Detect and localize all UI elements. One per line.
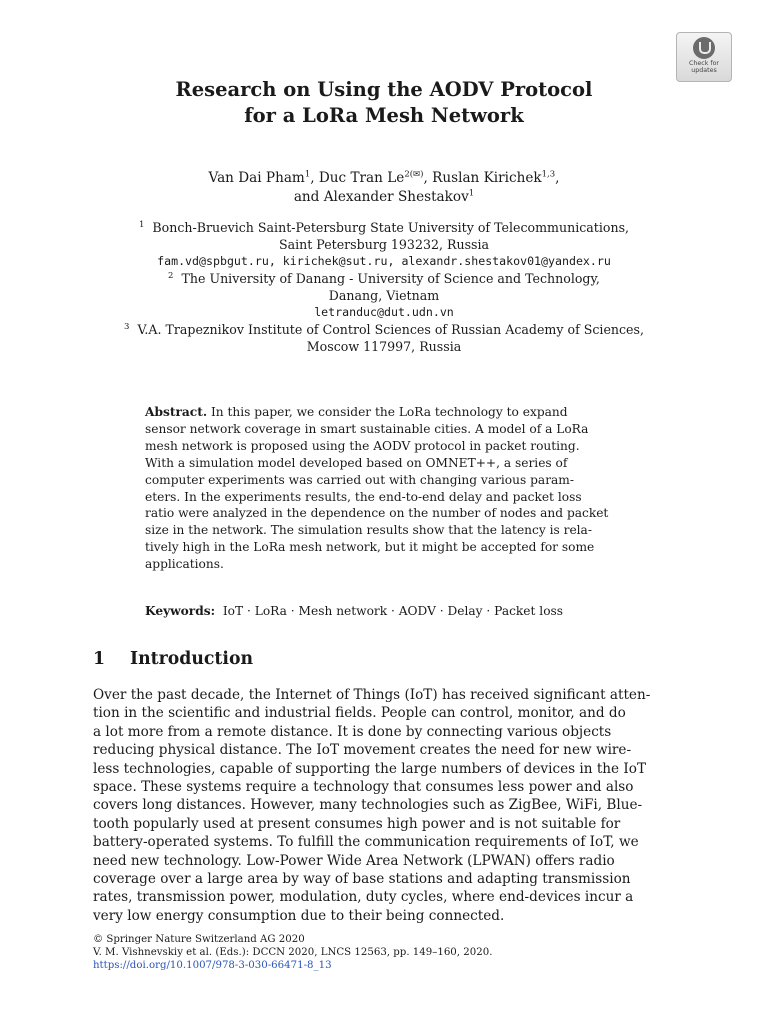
abstract-label: Abstract. (145, 405, 208, 419)
body-line: space. These systems require a technology that consumes less power and also (93, 779, 634, 796)
affiliation-1-line-2: Saint Petersburg 193232, Russia (278, 237, 490, 252)
body-line: rates, transmission power, modulation, duty cycles, where end-devices incur a (93, 889, 634, 906)
abstract-line: size in the network. The simulation results show that the latency is rela- (145, 523, 592, 538)
abstract-line (145, 404, 648, 421)
body-line: less technologies, capable of supporting the large numbers of devices in the IoT (93, 760, 647, 777)
keywords (145, 603, 705, 620)
abstract (145, 404, 648, 573)
affiliation-2-email: letranduc@dut.udn.vn (314, 305, 454, 319)
badge-line-1: Check for (688, 60, 720, 67)
copyright-line: © Springer Nature Switzerland AG 2020 (93, 934, 305, 945)
abstract-line: sensor network coverage in smart sustainable cities. A model of a LoRa (145, 421, 589, 436)
body-line: a lot more from a remote distance. It is done by connecting various objects (93, 723, 612, 740)
affiliation-text: V.A. Trapeznikov Institute of Control Sciences of Russian Academy of Sciences, (137, 322, 644, 337)
section-number: 1 (93, 649, 106, 669)
affiliation-1-emails: fam.vd@spbgut.ru, kirichek@sut.ru, alexandr.shestakov01@yandex.ru (157, 254, 611, 268)
page-footer (93, 933, 492, 972)
keywords-text: IoT · LoRa · Mesh network · AODV · Delay · Packet loss (222, 604, 564, 618)
affiliation-number: 3 (124, 321, 130, 332)
author-name: Ruslan Kirichek (432, 170, 542, 186)
affiliation-2-line-1 (0, 270, 768, 287)
author-list (0, 169, 768, 207)
abstract-line: ratio were analyzed in the dependence on the number of nodes and packet (145, 506, 609, 521)
body-line: reducing physical distance. The IoT movement creates the need for new wire- (93, 742, 632, 759)
body-line: Over the past decade, the Internet of Things (IoT) has received significant atten- (93, 687, 651, 703)
bookmark-badge-icon (693, 37, 715, 59)
affiliation-number: 1 (138, 219, 145, 230)
abstract-line: computer experiments was carried out with changing various param- (145, 472, 574, 487)
author-name: and Alexander Shestakov (293, 189, 469, 205)
affiliations (0, 219, 768, 355)
body-line: tooth popularly used at present consumes high power and is not suitable for (93, 815, 621, 832)
body-line: covers long distances. However, many technologies such as ZigBee, WiFi, Blue- (93, 797, 643, 814)
author-name: Duc Tran Le (318, 170, 405, 186)
abstract-line: mesh network is proposed using the AODV protocol in packet routing. (145, 438, 580, 453)
author-line-2 (0, 188, 768, 207)
affiliation-text: Bonch-Bruevich Saint-Petersburg State University of Telecommunications, (152, 220, 630, 235)
keywords-label: Keywords: (145, 604, 216, 618)
affiliation-3-line-1 (0, 321, 768, 338)
doi-link[interactable]: https://doi.org/10.1007/978-3-030-66471-8_13 (93, 960, 332, 971)
introduction-paragraph (93, 686, 699, 925)
affiliation-1-line-1 (0, 219, 768, 236)
affiliation-3-line-2: Moscow 117997, Russia (306, 339, 462, 354)
paper-title (0, 77, 768, 129)
affiliation-number: 2 (168, 270, 174, 281)
section-title: Introduction (130, 649, 254, 669)
author-affiliation-mark: 1 (304, 169, 311, 180)
citation-line: V. M. Vishnevskiy et al. (Eds.): DCCN 2020, LNCS 12563, pp. 149–160, 2020. (93, 947, 493, 958)
abstract-line: eters. In the experiments results, the end-to-end delay and packet loss (145, 489, 582, 504)
title-line-1: Research on Using the AODV Protocol (175, 78, 593, 101)
abstract-line: applications. (145, 557, 224, 572)
abstract-line: With a simulation model developed based on OMNET++, a series of (145, 455, 568, 470)
affiliation-2-line-2: Danang, Vietnam (328, 288, 440, 303)
check-for-updates-badge[interactable] (676, 32, 732, 82)
body-line: coverage over a large area by way of base stations and adapting transmission (93, 871, 631, 888)
author-affiliation-mark: 2(✉) (404, 169, 424, 180)
badge-line-2: updates (691, 67, 717, 74)
author-affiliation-mark: 1 (468, 188, 475, 199)
body-line: need new technology. Low-Power Wide Area Network (LPWAN) offers radio (93, 852, 615, 869)
section-heading (93, 649, 253, 669)
body-line: very low energy consumption due to their being connected. (93, 907, 505, 924)
affiliation-text: The University of Danang - University of Science and Technology, (181, 271, 600, 286)
body-line: battery-operated systems. To fulfill the communication requirements of IoT, we (93, 834, 639, 851)
author-name: Van Dai Pham (208, 170, 305, 186)
body-line: tion in the scientific and industrial fields. People can control, monitor, and do (93, 705, 626, 722)
title-line-2: for a LoRa Mesh Network (244, 104, 524, 127)
abstract-text: In this paper, we consider the LoRa technology to expand (207, 405, 568, 419)
author-line-1: Van Dai Pham$^1$, Duc Tran $Le^{2(✉)}$, Ruslan Kirichek$^{1,3}$, (208, 169, 560, 186)
abstract-line: tively high in the LoRa mesh network, but it might be accepted for some (145, 540, 595, 555)
author-affiliation-mark: 1,3 (541, 169, 556, 180)
